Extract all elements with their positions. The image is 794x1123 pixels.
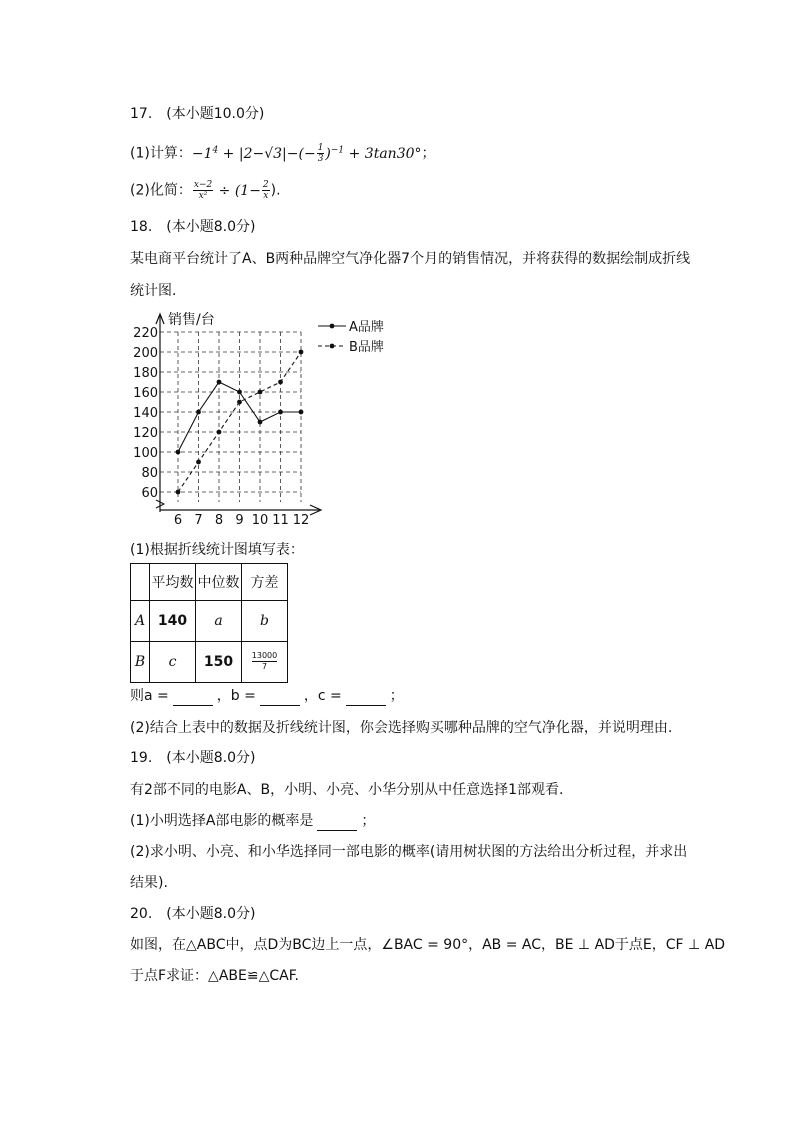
legend-label-a: A品牌	[349, 320, 384, 335]
point-a-12	[299, 410, 304, 415]
q19-heading	[130, 748, 255, 768]
chart-axes	[156, 314, 321, 515]
fill-c-label: ，c =	[303, 688, 342, 704]
x-tick-label-6: 6	[173, 513, 183, 527]
q19-part2-line2: 结果).	[130, 875, 168, 891]
point-b-11	[278, 380, 283, 385]
point-b-12	[299, 350, 304, 355]
q20-head-text: 20. (本小题8.0分)	[130, 906, 256, 922]
y-tick-label-60: 60	[141, 486, 158, 501]
stats-header-median: 中位数	[196, 564, 242, 601]
y-tick-label-120: 120	[133, 426, 158, 441]
y-tick-label-180: 180	[133, 366, 158, 381]
q17-p1-exp: 4	[212, 145, 219, 155]
point-b-7	[196, 460, 201, 465]
q18-part2: (2)结合上表中的数据及折线统计图，你会选择购买哪种品牌的空气净化器，并说明理由.	[130, 720, 673, 736]
stats-row-b-variance-frac	[252, 651, 277, 672]
q17-p2-label: (2)化简：	[130, 182, 192, 199]
stats-table	[130, 563, 288, 683]
q17-p1-sqrt: √3	[264, 145, 283, 162]
fill-end: ；	[389, 688, 404, 704]
legend-marker-a	[330, 324, 335, 329]
q17-p1-b: + |2−	[218, 145, 265, 162]
stats-header-variance: 方差	[242, 564, 288, 601]
q19-part1-text: (1)小明选择A部电影的概率是	[130, 813, 314, 829]
stats-row-b-variance	[242, 642, 288, 683]
q17-p1-frac-den: 3	[317, 154, 324, 165]
q17-p1-label: (1)计算：	[130, 145, 192, 162]
y-tick-label-100: 100	[133, 446, 158, 461]
point-b-9	[237, 400, 242, 405]
variance-num: 13000	[251, 651, 278, 660]
q17-p1-end: ；	[421, 145, 436, 162]
q17-p2-frac2-den: x	[263, 191, 269, 201]
point-b-8	[217, 430, 222, 435]
y-tick-label-200: 200	[133, 346, 158, 361]
q19-part1-end: ；	[361, 813, 376, 829]
q19-part1	[130, 811, 375, 831]
q17-p2-end: ).	[270, 182, 281, 199]
blank-b[interactable]	[260, 691, 300, 706]
q17-p2-frac2-num: 2	[262, 180, 269, 190]
q17-p1-frac	[317, 143, 325, 164]
q17-p1-e: + 3tan30°	[344, 145, 422, 162]
q17-p1-c: |−(−	[282, 145, 316, 162]
chart-y-axis-label: 销售/台	[168, 312, 215, 328]
q18-head-text: 18. (本小题8.0分)	[130, 219, 256, 235]
q17-p1-exp2: −1	[330, 145, 345, 155]
stats-row-a-mean: 140	[150, 601, 196, 642]
stats-row-b-median: 150	[196, 642, 242, 683]
point-b-10	[258, 390, 263, 395]
x-tick-label-8: 8	[214, 513, 224, 527]
stats-row-a	[131, 601, 288, 642]
q19-head-text: 19. (本小题8.0分)	[130, 750, 256, 766]
q18-heading	[130, 217, 255, 237]
point-a-7	[196, 410, 201, 415]
point-b-6	[176, 490, 181, 495]
x-tick-label-10: 10	[251, 513, 269, 527]
q20-line1: 如图，在△ABC中，点D为BC边上一点，∠BAC = 90°，AB = AC，BE ⊥ AD于点E，CF ⊥ AD	[130, 937, 726, 953]
q18-part1: (1)根据折线统计图填写表：	[130, 542, 304, 558]
q18-intro-line2: 统计图.	[130, 283, 177, 299]
y-tick-label-220: 220	[133, 326, 158, 341]
x-tick-label-9: 9	[235, 513, 244, 527]
stats-table-header-row	[131, 564, 288, 601]
x-tick-label-12: 12	[292, 513, 310, 527]
q17-p2-frac1	[193, 180, 213, 201]
stats-header-mean: 平均数	[150, 564, 196, 601]
q19-intro: 有2部不同的电影A、B，小明、小亮、小华分别从中任意选择1部观看.	[130, 782, 564, 798]
q17-p2-frac1-den: x²	[198, 191, 208, 201]
x-tick-label-7: 7	[194, 513, 203, 527]
variance-den: 7	[261, 662, 268, 671]
stats-table-corner	[131, 564, 150, 601]
point-a-10	[258, 420, 263, 425]
chart-legend	[318, 319, 384, 355]
q19-part2-line1: (2)求小明、小亮、和小华选择同一部电影的概率(请用树状图的方法给出分析过程，并求出	[130, 844, 688, 860]
point-a-6	[176, 450, 181, 455]
legend-label-b: B品牌	[349, 340, 384, 355]
y-tick-label-80: 80	[141, 466, 158, 481]
point-a-11	[278, 410, 283, 415]
q17-p2-frac2	[262, 180, 270, 201]
q17-part1	[130, 140, 436, 164]
stats-row-a-variance: b	[242, 601, 288, 642]
stats-row-a-label: A	[131, 601, 150, 642]
stats-row-a-median: a	[196, 601, 242, 642]
q17-p1-expr	[191, 143, 422, 165]
stats-row-b-label: B	[131, 642, 150, 683]
fill-a-label: 则a =	[130, 688, 169, 704]
stats-row-b-mean: c	[150, 642, 196, 683]
blank-a[interactable]	[173, 691, 213, 706]
point-a-9	[237, 390, 242, 395]
q17-head-text: 17. (本小题10.0分)	[130, 106, 265, 122]
q17-p1-frac-num: 1	[317, 143, 324, 154]
q17-part2	[130, 180, 281, 201]
q20-line2: 于点F求证：△ABE≌△CAF.	[130, 968, 299, 984]
x-tick-label-11: 11	[272, 513, 289, 527]
blank-c[interactable]	[346, 691, 386, 706]
fill-b-label: ，b =	[216, 688, 256, 704]
stats-row-b	[131, 642, 288, 683]
blank-probability[interactable]	[317, 816, 357, 831]
q17-p1-a: −1	[191, 145, 213, 162]
q20-heading	[130, 904, 255, 924]
q17-p2-expr	[192, 180, 271, 201]
legend-marker-b	[330, 344, 335, 349]
series-line-b	[178, 352, 301, 492]
y-tick-label-160: 160	[133, 386, 158, 401]
sales-line-chart	[130, 312, 400, 527]
y-tick-label-140: 140	[133, 406, 158, 421]
q17-heading	[130, 104, 264, 124]
q17-p1-d: )	[325, 145, 331, 162]
q18-intro-line1: 某电商平台统计了A、B两种品牌空气净化器7个月的销售情况，并将获得的数据绘制成折线	[130, 251, 691, 267]
point-a-8	[217, 380, 222, 385]
q18-fill-line	[130, 686, 404, 706]
chart-grid	[160, 332, 301, 502]
q17-p2-frac1-num: x−2	[193, 180, 213, 190]
q17-p2-mid: ÷ (1−	[214, 182, 261, 199]
